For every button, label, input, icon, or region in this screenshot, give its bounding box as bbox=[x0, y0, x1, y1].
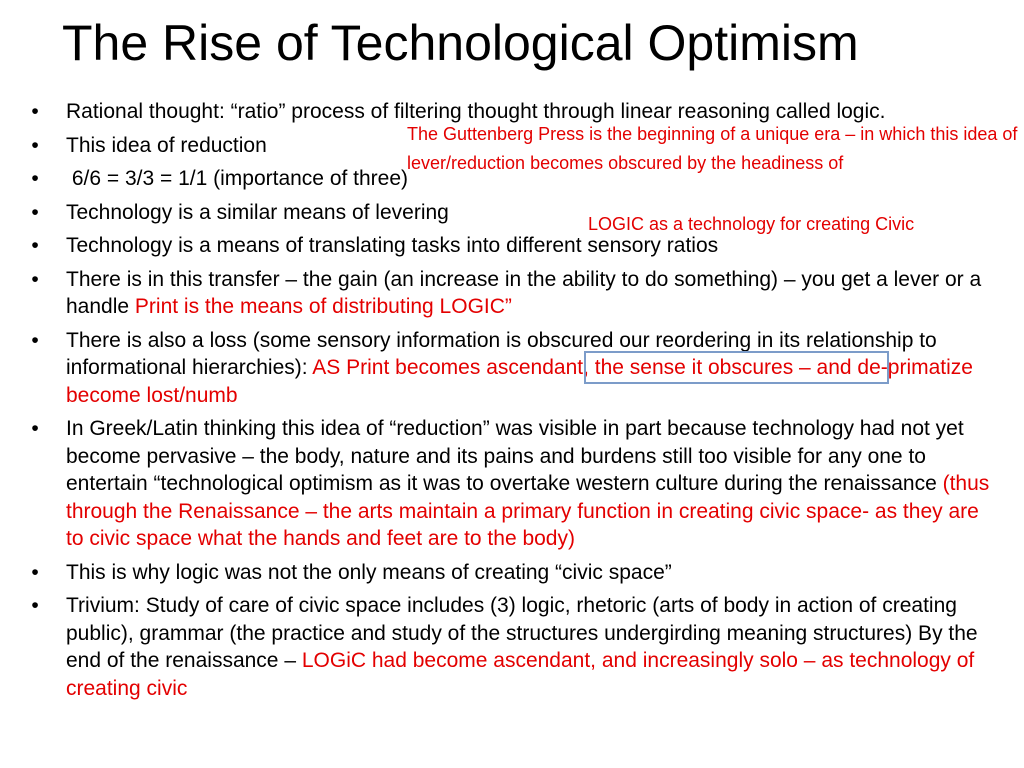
bullet-text: Technology is a similar means of levering bbox=[66, 200, 449, 224]
bullet-item bbox=[0, 592, 1000, 702]
bullet-red-text: LOGiC had become ascendant, and increasingly solo – as technology of creating civic bbox=[66, 649, 975, 700]
bullet-red-text: (thus through the Renaissance – the arts maintain a primary function in creating civic space- as they are to civic space what the hands and feet are to the body) bbox=[66, 472, 990, 550]
guttenberg-press-note: The Guttenberg Press is the beginning of a unique era – in which this idea of lever/reduction becomes obscured by the headiness of bbox=[407, 124, 1018, 173]
bullet-dot-icon: • bbox=[31, 417, 39, 440]
bullet-dot-icon: • bbox=[31, 328, 39, 352]
bullet-text: Trivium: Study of care of civic space includes (3) logic, rhetoric (arts of body in action of creating public), grammar (the practice and study of the structures undergirding meaning structures) By the end of the renaissance – bbox=[66, 594, 978, 672]
bullet-text: Rational thought: “ratio” process of filtering thought through linear reasoning called logic. bbox=[66, 100, 886, 123]
bullet-text: There is also a loss (some sensory information is obscured our reordering in its relationship to informational hierarchies): bbox=[66, 328, 937, 379]
bullet-text: In Greek/Latin thinking this idea of “reduction” was visible in part because technology had not yet become pervasive – the body, nature and its pains and burdens still too visible for any one to entertain “technological optimism as it was to overtake western culture during the renaissance bbox=[66, 417, 964, 495]
bullet-dot-icon: • bbox=[31, 560, 39, 584]
bullet-red-text: AS Print becomes ascendant, the sense it obscures – and de-primatize become lost/numb bbox=[66, 356, 973, 407]
bullet-dot-icon: • bbox=[31, 200, 39, 224]
bullet-dot-icon: • bbox=[31, 100, 39, 123]
bullet-dot-icon: • bbox=[31, 167, 39, 190]
bullet-text: This is why logic was not the only means of creating “civic space” bbox=[66, 560, 672, 584]
bullet-item bbox=[0, 415, 1000, 553]
bullet-text: There is in this transfer – the gain (an increase in the ability to do something) – you get a lever or a handle bbox=[66, 267, 982, 318]
bullet-item bbox=[0, 559, 1000, 587]
bullet-dot-icon: • bbox=[31, 267, 39, 291]
logic-technology-note: LOGIC as a technology for creating Civic bbox=[588, 214, 915, 234]
bullet-dot-icon: • bbox=[31, 234, 39, 257]
bullet-list bbox=[0, 98, 1000, 708]
bullet-item bbox=[0, 266, 1000, 321]
bullet-dot-icon: • bbox=[31, 133, 39, 157]
bullet-dot-icon: • bbox=[31, 594, 39, 617]
bullet-item bbox=[0, 327, 1000, 410]
bullet-text: This idea of reduction bbox=[66, 133, 267, 157]
slide-title: The Rise of Technological Optimism bbox=[62, 15, 859, 71]
bullet-text: 6/6 = 3/3 = 1/1 (importance of three) bbox=[66, 167, 409, 190]
bullet-text: Technology is a means of translating tasks into different sensory ratios bbox=[66, 234, 719, 257]
bullet-red-text: Print is the means of distributing LOGIC” bbox=[134, 295, 512, 318]
